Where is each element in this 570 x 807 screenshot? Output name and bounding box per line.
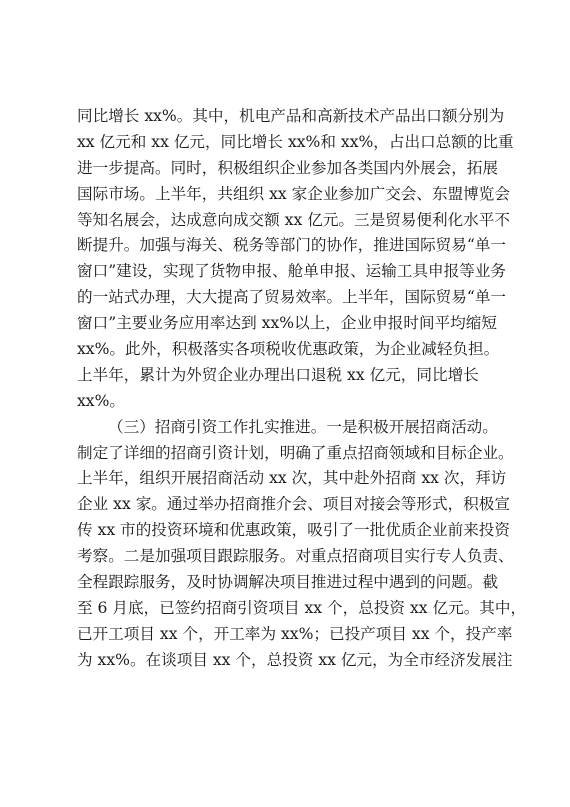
section-heading-line: （三）招商引资工作扎实推进。一是积极开展招商活动。: [108, 417, 498, 436]
text-line: 考察。二是加强项目跟踪服务。对重点招商项目实行专人负责、: [77, 547, 514, 566]
text-line: 断提升。加强与海关、税务等部门的协作，推进国际贸易“单一: [77, 236, 507, 255]
text-line: 上半年，累计为外贸企业办理出口退税 xx 亿元，同比增长: [77, 365, 479, 384]
text-line: 传 xx 市的投资环境和优惠政策，吸引了一批优质企业前来投资: [77, 521, 510, 540]
text-line: 全程跟踪服务，及时协调解决项目推进过程中遇到的问题。截: [77, 573, 499, 592]
text-line: 上半年，组织开展招商活动 xx 次，其中赴外招商 xx 次，拜访: [77, 469, 507, 488]
text-line: xx 亿元和 xx 亿元，同比增长 xx%和 xx%，占出口总额的比重: [77, 132, 514, 151]
text-line: xx%。: [77, 391, 125, 410]
text-line: 为 xx%。在谈项目 xx 个，总投资 xx 亿元，为全市经济发展注: [77, 650, 513, 669]
text-line: 的一站式办理，大大提高了贸易效率。上半年，国际贸易“单一: [77, 288, 507, 307]
text-line: xx%。此外，积极落实各项税收优惠政策，为企业减轻负担。: [77, 340, 500, 359]
text-line: 国际市场。上半年，共组织 xx 家企业参加广交会、东盟博览会: [77, 184, 510, 203]
text-line: 企业 xx 家。通过举办招商推介会、项目对接会等形式，积极宣: [77, 495, 510, 514]
text-line: 窗口”主要业务应用率达到 xx%以上，企业申报时间平均缩短: [77, 314, 497, 333]
text-line: 至 6 月底，已签约招商引资项目 xx 个，总投资 xx 亿元。其中，: [77, 598, 527, 617]
text-line: 制定了详细的招商引资计划，明确了重点招商领域和目标企业。: [77, 443, 514, 462]
body-text: [77, 104, 527, 674]
text-line: 窗口”建设，实现了货物申报、舱单申报、运输工具申报等业务: [77, 262, 507, 281]
text-line: 进一步提高。同时，积极组织企业参加各类国内外展会，拓展: [77, 158, 499, 177]
text-line: 已开工项目 xx 个，开工率为 xx%；已投产项目 xx 个，投产率: [77, 624, 513, 643]
text-line: 同比增长 xx%。其中，机电产品和高新技术产品出口额分别为: [77, 107, 505, 125]
text-line: 等知名展会，达成意向成交额 xx 亿元。三是贸易便利化水平不: [77, 210, 510, 229]
